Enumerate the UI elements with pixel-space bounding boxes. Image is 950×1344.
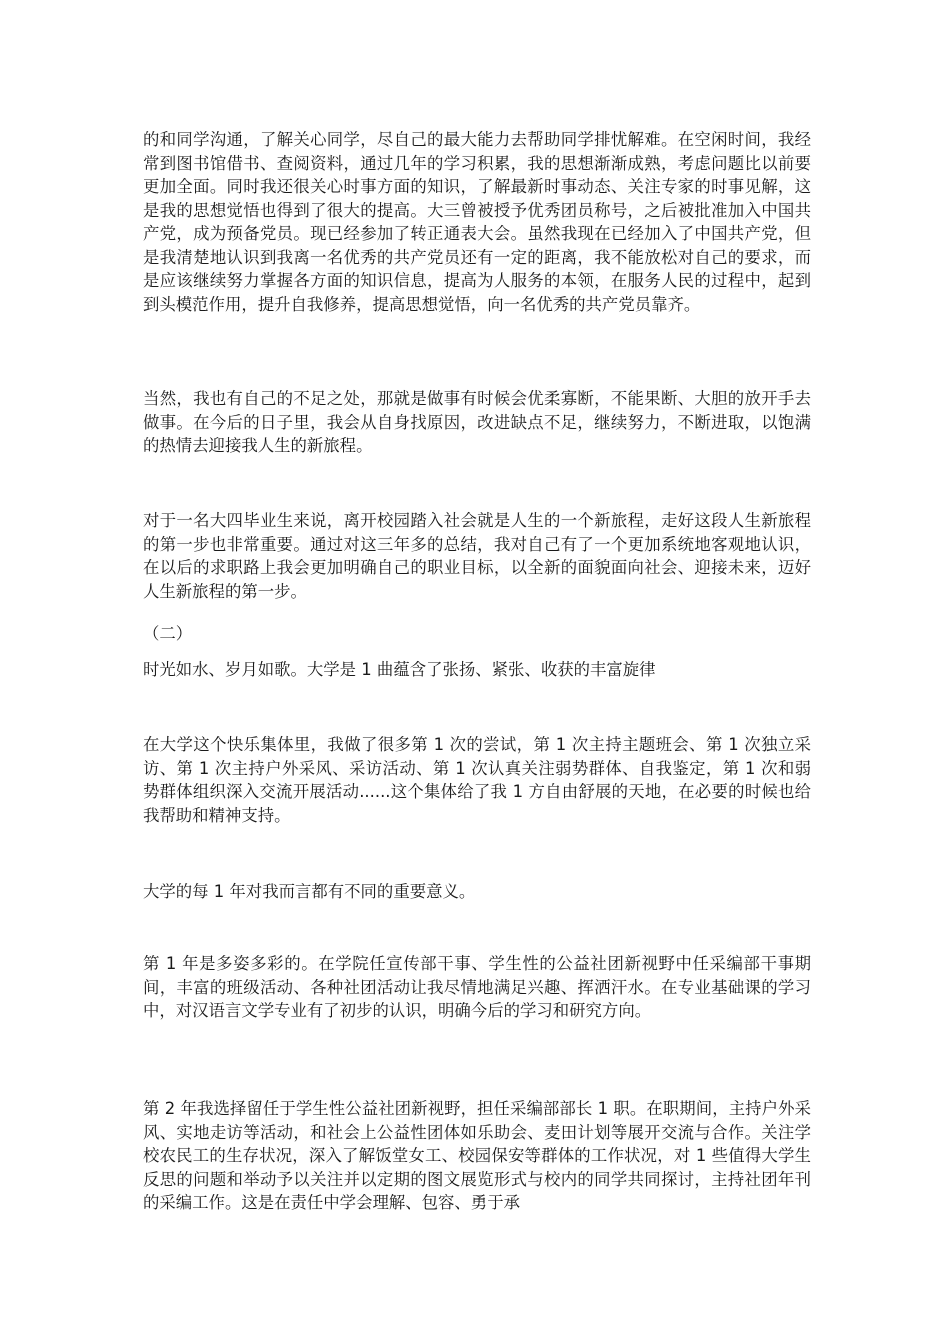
paragraph-graduation: 对于一名大四毕业生来说，离开校园踏入社会就是人生的一个新旅程，走好这段人生新旅程的第一步也非常重要。通过对这三年多的总结，我对自己有了一个更加系统地客观地认识，在以后的求职路上我会更加明确自己的职业目标，以全新的面貌面向社会、迎接未来，迈好人生新旅程的第一步。	[143, 511, 811, 601]
section-heading-two: （二）	[143, 624, 193, 643]
paragraph-first-attempts: 在大学这个快乐集体里，我做了很多第 1 次的尝试，第 1 次主持主题班会、第 1 次独立采访、第 1 次主持户外采风、采访活动、第 1 次认真关注弱势群体、自我鉴定，第 1 次和弱势群体组织深入交流开展活动......这个集体给了我 1 方自由舒展的天地，在必要的时候也给我帮助和精神支持。	[143, 735, 811, 825]
paragraph-second-year: 第 2 年我选择留任于学生性公益社团新视野，担任采编部部长 1 职。在职期间，主持户外采风、实地走访等活动，和社会上公益性团体如乐助会、麦田计划等展开交流与合作。关注学校农民工的生存状况，深入了解饭堂女工、校园保安等群体的工作状况，对 1 些值得大学生反思的问题和举动予以关注并以定期的图文展览形式与校内的同学共同探讨，主持社团年刊的采编工作。这是在责任中学会理解、包容、勇于承	[143, 1099, 811, 1212]
paragraph-first-year: 第 1 年是多姿多彩的。在学院任宣传部干事、学生性的公益社团新视野中任采编部干事期间，丰富的班级活动、各种社团活动让我尽情地满足兴趣、挥洒汗水。在专业基础课的学习中，对汉语言文学专业有了初步的认识，明确今后的学习和研究方向。	[143, 954, 811, 1020]
paragraph-intro-line: 时光如水、岁月如歌。大学是 1 曲蕴含了张扬、紧张、收获的丰富旋律	[143, 660, 656, 679]
paragraph-party-membership: 的和同学沟通，了解关心同学，尽自己的最大能力去帮助同学排忧解难。在空闲时间，我经常到图书馆借书、查阅资料，通过几年的学习积累，我的思想渐渐成熟，考虑问题比以前要更加全面。同时我还很关心时事方面的知识，了解最新时事动态、关注专家的时事见解，这是我的思想觉悟也得到了很大的提高。大三曾被授予优秀团员称号，之后被批准加入中国共产党，成为预备党员。现已经参加了转正通表大会。虽然我现在已经加入了中国共产党，但是我清楚地认识到我离一名优秀的共产党员还有一定的距离，我不能放松对自己的要求，而是应该继续努力掌握各方面的知识信息，提高为人服务的本领，在服务人民的过程中，起到到头模范作用，提升自我修养，提高思想觉悟，向一名优秀的共产党员靠齐。	[143, 130, 811, 314]
paragraph-each-year: 大学的每 1 年对我而言都有不同的重要意义。	[143, 882, 476, 901]
paragraph-shortcomings: 当然，我也有自己的不足之处，那就是做事有时候会优柔寡断，不能果断、大胆的放开手去做事。在今后的日子里，我会从自身找原因，改进缺点不足，继续努力，不断进取，以饱满的热情去迎接我人生的新旅程。	[143, 389, 811, 455]
